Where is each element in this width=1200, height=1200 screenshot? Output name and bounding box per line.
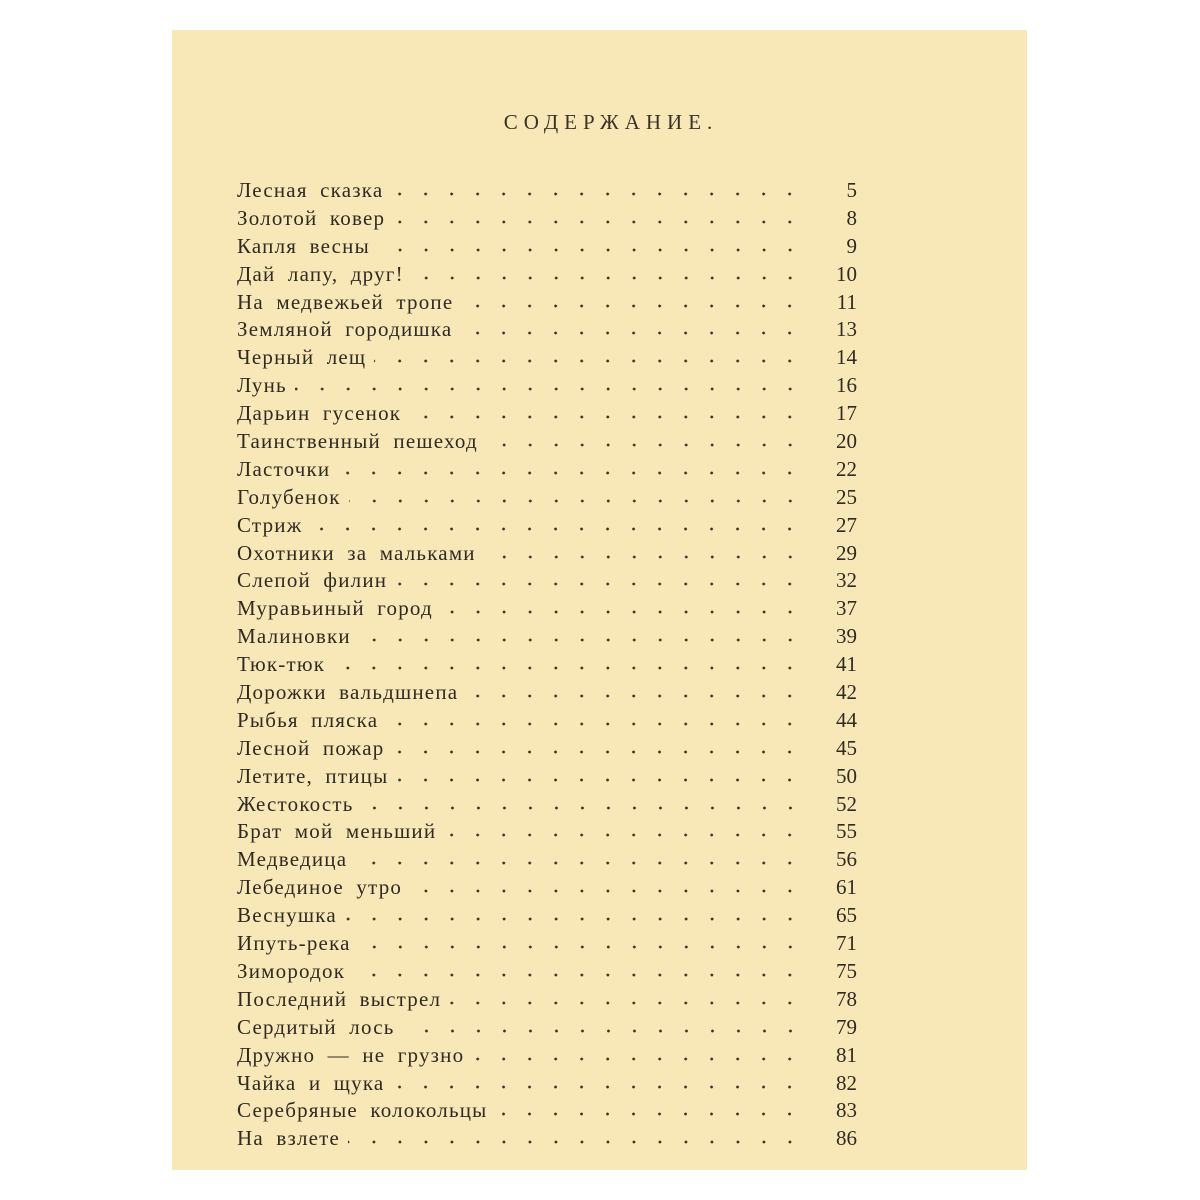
toc-entry-title: Черный лещ bbox=[237, 345, 367, 370]
toc-entry bbox=[237, 596, 857, 624]
toc-entry-page: 50 bbox=[836, 763, 857, 788]
toc-entry bbox=[237, 764, 857, 792]
toc-entry-page: 61 bbox=[836, 875, 857, 900]
toc-entry-page: 41 bbox=[836, 652, 857, 677]
toc-entry-page: 10 bbox=[836, 261, 857, 286]
toc-entry bbox=[237, 457, 857, 485]
toc-entry bbox=[237, 345, 857, 373]
toc-entry-title: Охотники за мальками bbox=[237, 540, 476, 565]
toc-entry-page: 17 bbox=[836, 401, 857, 426]
toc-dot-leader bbox=[449, 1000, 803, 1006]
toc-dot-leader bbox=[486, 442, 803, 448]
table-of-contents bbox=[237, 178, 857, 1154]
toc-entry-page: 8 bbox=[846, 205, 857, 230]
toc-dot-leader bbox=[393, 219, 803, 225]
toc-entry-title: Таинственный пешеход bbox=[237, 429, 478, 454]
toc-dot-leader bbox=[441, 609, 803, 615]
toc-dot-leader bbox=[444, 832, 803, 838]
toc-entry bbox=[237, 178, 857, 206]
toc-entry bbox=[237, 206, 857, 234]
toc-entry-title: Летите, птицы bbox=[237, 763, 389, 788]
toc-entry-page: 52 bbox=[836, 791, 857, 816]
toc-entry-page: 39 bbox=[836, 624, 857, 649]
toc-entry bbox=[237, 987, 857, 1015]
toc-entry-page: 9 bbox=[846, 233, 857, 258]
toc-entry bbox=[237, 1043, 857, 1071]
toc-entry-page: 11 bbox=[836, 289, 857, 314]
toc-dot-leader bbox=[409, 414, 803, 420]
toc-entry-page: 56 bbox=[836, 847, 857, 872]
toc-dot-leader bbox=[310, 526, 803, 532]
toc-dot-leader bbox=[461, 303, 803, 309]
toc-entry-title: Сердитый лось bbox=[237, 1014, 395, 1039]
toc-entry-page: 22 bbox=[836, 456, 857, 481]
toc-entry bbox=[237, 1071, 857, 1099]
toc-dot-leader bbox=[345, 916, 803, 922]
toc-entry bbox=[237, 819, 857, 847]
toc-dot-leader bbox=[355, 860, 803, 866]
toc-entry-page: 82 bbox=[836, 1070, 857, 1095]
toc-entry bbox=[237, 1126, 857, 1154]
toc-dot-leader bbox=[295, 386, 803, 392]
toc-entry-page: 37 bbox=[836, 596, 857, 621]
toc-entry-page: 14 bbox=[836, 345, 857, 370]
book-page bbox=[172, 30, 1027, 1170]
toc-entry-title: На взлете bbox=[237, 1126, 341, 1151]
toc-entry-page: 25 bbox=[836, 484, 857, 509]
toc-entry-title: Золотой ковер bbox=[237, 205, 386, 230]
toc-dot-leader bbox=[392, 1084, 803, 1090]
toc-entry-title: Лебединое утро bbox=[237, 875, 403, 900]
toc-entry-page: 5 bbox=[846, 178, 857, 202]
toc-entry-title: Лесной пожар bbox=[237, 735, 385, 760]
toc-entry-title: Лесная сказка bbox=[237, 178, 384, 202]
toc-entry bbox=[237, 401, 857, 429]
toc-entry bbox=[237, 875, 857, 903]
toc-entry-title: Ласточки bbox=[237, 456, 331, 481]
toc-entry-page: 42 bbox=[836, 680, 857, 705]
toc-dot-leader bbox=[412, 275, 803, 281]
toc-entry-page: 20 bbox=[836, 429, 857, 454]
toc-dot-leader bbox=[472, 1056, 803, 1062]
toc-entry-page: 78 bbox=[836, 986, 857, 1011]
toc-entry bbox=[237, 234, 857, 262]
toc-entry-title: На медвежьей тропе bbox=[237, 289, 454, 314]
toc-dot-leader bbox=[392, 749, 803, 755]
toc-entry-title: Дай лапу, друг! bbox=[237, 261, 404, 286]
toc-entry bbox=[237, 652, 857, 680]
toc-entry bbox=[237, 931, 857, 959]
toc-entry-title: Муравьиный город bbox=[237, 596, 433, 621]
toc-entry-page: 44 bbox=[836, 707, 857, 732]
toc-entry bbox=[237, 959, 857, 987]
toc-entry-page: 79 bbox=[836, 1014, 857, 1039]
toc-entry-title: Последний выстрел bbox=[237, 986, 442, 1011]
toc-entry bbox=[237, 485, 857, 513]
toc-dot-leader bbox=[348, 1139, 803, 1145]
toc-entry bbox=[237, 513, 857, 541]
toc-entry bbox=[237, 736, 857, 764]
toc-entry bbox=[237, 317, 857, 345]
toc-entry-title: Жестокость bbox=[237, 791, 354, 816]
toc-entry-page: 13 bbox=[836, 317, 857, 342]
toc-entry bbox=[237, 792, 857, 820]
toc-entry-title: Серебряные колокольцы bbox=[237, 1098, 488, 1123]
toc-dot-leader bbox=[410, 888, 803, 894]
toc-entry bbox=[237, 1015, 857, 1043]
toc-entry-title: Голубенок bbox=[237, 484, 341, 509]
toc-entry-title: Дарьин гусенок bbox=[237, 401, 402, 426]
toc-entry bbox=[237, 262, 857, 290]
toc-entry bbox=[237, 624, 857, 652]
toc-entry-title: Стриж bbox=[237, 512, 303, 537]
toc-entry bbox=[237, 429, 857, 457]
toc-entry-title: Капля весны bbox=[237, 233, 370, 258]
toc-dot-leader bbox=[362, 805, 803, 811]
toc-entry-page: 29 bbox=[836, 540, 857, 565]
toc-entry-page: 65 bbox=[836, 903, 857, 928]
toc-entry-title: Веснушка bbox=[237, 903, 337, 928]
toc-entry bbox=[237, 373, 857, 401]
toc-entry bbox=[237, 847, 857, 875]
toc-entry bbox=[237, 1098, 857, 1126]
toc-dot-leader bbox=[403, 1028, 803, 1034]
toc-entry bbox=[237, 541, 857, 569]
toc-entry-page: 81 bbox=[836, 1042, 857, 1067]
toc-dot-leader bbox=[338, 470, 803, 476]
toc-entry-title: Медведица bbox=[237, 847, 348, 872]
toc-entry-title: Лунь bbox=[237, 373, 287, 398]
toc-entry-title: Дружно — не грузно bbox=[237, 1042, 465, 1067]
toc-entry bbox=[237, 708, 857, 736]
toc-entry-title: Тюк-тюк bbox=[237, 652, 326, 677]
toc-entry-page: 83 bbox=[836, 1098, 857, 1123]
toc-entry-title: Ипуть-река bbox=[237, 931, 351, 956]
toc-entry-page: 71 bbox=[836, 931, 857, 956]
page-title: СОДЕРЖАНИЕ. bbox=[503, 110, 719, 134]
toc-entry bbox=[237, 568, 857, 596]
toc-entry bbox=[237, 680, 857, 708]
toc-entry-title: Чайка и щука bbox=[237, 1070, 385, 1095]
toc-entry-page: 45 bbox=[836, 735, 857, 760]
toc-entry-page: 75 bbox=[836, 958, 857, 983]
toc-dot-leader bbox=[386, 721, 803, 727]
toc-dot-leader bbox=[359, 637, 803, 643]
toc-entry-page: 86 bbox=[836, 1126, 857, 1151]
toc-dot-leader bbox=[353, 972, 803, 978]
toc-entry-title: Дорожки вальдшнепа bbox=[237, 680, 459, 705]
toc-entry-title: Брат мой меньший bbox=[237, 819, 437, 844]
toc-entry-title: Зимородок bbox=[237, 958, 346, 983]
toc-dot-leader bbox=[395, 581, 803, 587]
toc-dot-leader bbox=[460, 330, 803, 336]
toc-dot-leader bbox=[466, 693, 803, 699]
toc-dot-leader bbox=[333, 665, 803, 671]
toc-entry-page: 27 bbox=[836, 512, 857, 537]
toc-entry-page: 16 bbox=[836, 373, 857, 398]
toc-entry-page: 32 bbox=[836, 568, 857, 593]
toc-dot-leader bbox=[396, 777, 803, 783]
toc-dot-leader bbox=[391, 191, 803, 197]
toc-entry-page: 55 bbox=[836, 819, 857, 844]
toc-dot-leader bbox=[374, 358, 803, 364]
toc-dot-leader bbox=[359, 944, 803, 950]
toc-entry-title: Малиновки bbox=[237, 624, 351, 649]
toc-entry-title: Рыбья пляска bbox=[237, 707, 379, 732]
toc-dot-leader bbox=[484, 554, 803, 560]
toc-dot-leader bbox=[378, 247, 803, 253]
toc-dot-leader bbox=[349, 498, 803, 504]
toc-entry-title: Земляной городишка bbox=[237, 317, 453, 342]
toc-entry bbox=[237, 290, 857, 318]
toc-entry bbox=[237, 903, 857, 931]
toc-dot-leader bbox=[495, 1111, 803, 1117]
toc-entry-title: Слепой филин bbox=[237, 568, 388, 593]
